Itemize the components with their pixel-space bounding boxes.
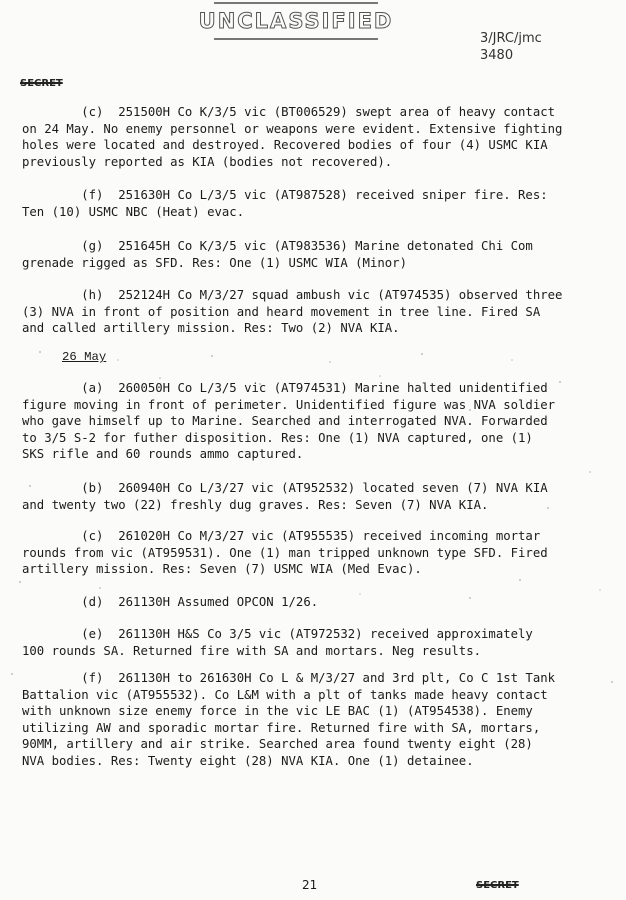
entry-c-251500H: (c) 251500H Co K/3/5 vic (BT006529) swept area of heavy contact on 24 May. No enemy personnel or weapons were evident. Extensive fighting holes were located and destroyed. Recovered bodies of four (4) USMC KIA previously reported as KIA (bodies not recovered).: [22, 105, 563, 169]
date-heading: 26 May: [62, 350, 107, 364]
entry-h-252124H: (h) 252124H Co M/3/27 squad ambush vic (AT974535) observed three (3) NVA in front of position and heard movement in tree line. Fired SA and called artillery mission. Res: Two (2) NVA KIA.: [22, 288, 563, 335]
entry-f-261130H: (f) 261130H to 261630H Co L & M/3/27 and 3rd plt, Co C 1st Tank Battalion vic (AT955532). Co L&M with a plt of tanks made heavy contact with unknown size enemy force in the vic LE BAC (1) (AT954538). Enemy utilizing AW and sporadic mortar fire. Returned fire with SA, mortars, 90MM, artillery and air strike. Searched area found twenty eight (28) NVA bodies. Res: Twenty eight (28) NVA KIA. One (1) detainee.: [22, 671, 556, 768]
entry-b-260940H: (b) 260940H Co L/3/27 vic (AT952532) located seven (7) NVA KIA and twenty two (22) freshly dug graves. Res: Seven (7) NVA KIA.: [22, 481, 548, 512]
entry-g-251645H: (g) 251645H Co K/3/5 vic (AT983536) Marine detonated Chi Com grenade rigged as SFD. Res: One (1) USMC WIA (Minor): [22, 239, 533, 270]
entry-f-251630H: (f) 251630H Co L/3/5 vic (AT987528) received sniper fire. Res: Ten (10) USMC NBC (Heat) evac.: [22, 188, 548, 219]
classification-marking-bottom: SECRET: [476, 880, 519, 891]
unclassified-stamp: UNCLASSIFIED: [214, 2, 378, 40]
entry-d-261130H: (d) 261130H Assumed OPCON 1/26.: [22, 595, 319, 609]
entry-c-261020H: (c) 261020H Co M/3/27 vic (AT955535) received incoming mortar rounds from vic (AT959531). One (1) man tripped unknown type SFD. Fired artillery mission. Res: Seven (7) USMC WIA (Med Evac).: [22, 529, 548, 576]
entry-a-260050H: (a) 260050H Co L/3/5 vic (AT974531) Marine halted unidentified figure moving in front of perimeter. Unidentified figure was NVA soldier who gave himself up to Marine. Searched and interrogated NVA. Forwarded to 3/5 S-2 for futher disposition. Res: One (1) NVA captured, one (1) SKS rifle and 60 rounds ammo captured.: [22, 381, 556, 461]
classification-marking-top: SECRET: [20, 78, 63, 89]
page-number: 21: [302, 878, 318, 892]
reference-block: [480, 30, 542, 64]
reference-initials: 3/JRC/jmc: [480, 31, 542, 46]
entry-e-261130H: (e) 261130H H&S Co 3/5 vic (AT972532) received approximately 100 rounds SA. Returned fire with SA and mortars. Neg results.: [22, 627, 533, 658]
reference-number: 3480: [480, 48, 514, 63]
